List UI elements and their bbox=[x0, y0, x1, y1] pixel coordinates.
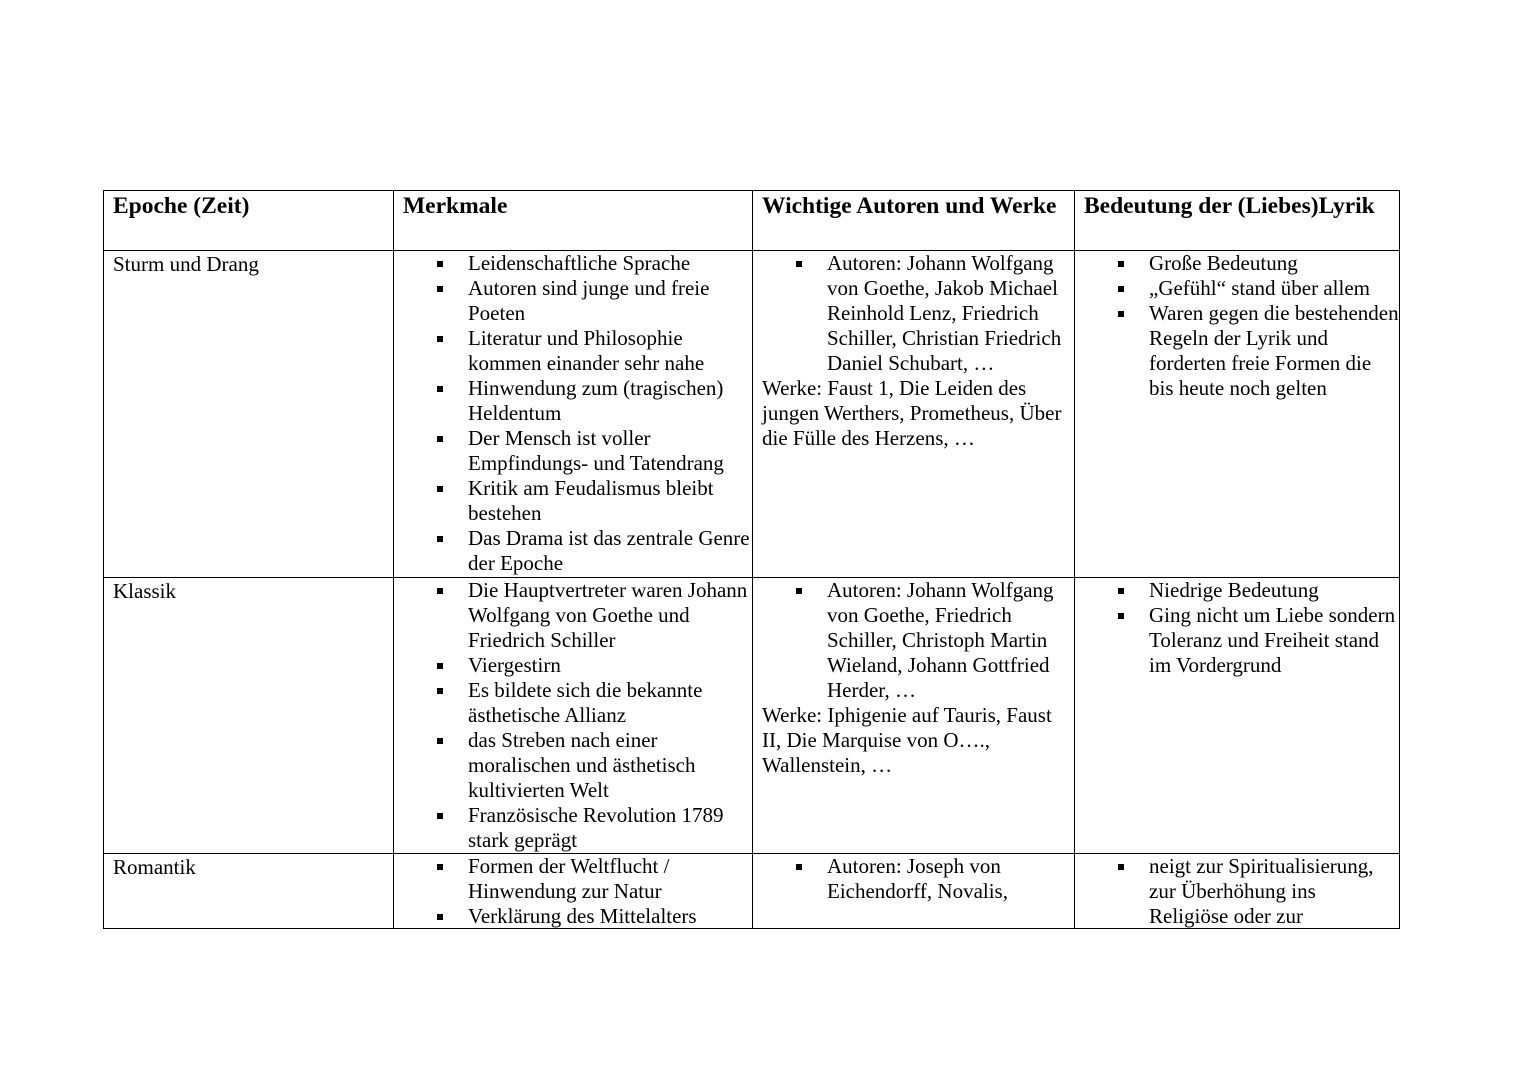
authors-item: Autoren: Johann Wolfgang von Goethe, Friedrich Schiller, Christoph Martin Wieland, Johann Gottfried Herder, … bbox=[762, 578, 1074, 703]
epoch-cell bbox=[104, 251, 394, 578]
features-list bbox=[403, 251, 752, 576]
header-features: Merkmale bbox=[394, 191, 753, 251]
list-item: Niedrige Bedeutung bbox=[1084, 578, 1399, 603]
table-row bbox=[104, 251, 1400, 578]
authors-list bbox=[762, 578, 1074, 703]
list-item: Die Hauptvertreter waren Johann Wolfgang von Goethe und Friedrich Schiller bbox=[403, 578, 752, 653]
header-lyric-significance: Bedeutung der (Liebes)Lyrik bbox=[1075, 191, 1400, 251]
list-item: Das Drama ist das zentrale Genre der Epoche bbox=[403, 526, 752, 576]
cell-clip bbox=[113, 854, 393, 928]
authors-works-cell bbox=[753, 251, 1075, 578]
list-item: neigt zur Spiritualisierung, zur Überhöhung ins Religiöse oder zur bbox=[1084, 854, 1399, 928]
list-item: „Gefühl“ stand über allem bbox=[1084, 276, 1399, 301]
significance-list bbox=[1084, 578, 1399, 678]
authors-works-cell bbox=[753, 578, 1075, 854]
list-item: Französische Revolution 1789 stark geprägt bbox=[403, 803, 752, 853]
works-text: Werke: Iphigenie auf Tauris, Faust II, Die Marquise von O…., Wallenstein, … bbox=[762, 703, 1052, 777]
authors-list bbox=[762, 251, 1074, 376]
header-epoch: Epoche (Zeit) bbox=[104, 191, 394, 251]
features-list bbox=[403, 854, 752, 928]
list-item: Literatur und Philosophie kommen einander sehr nahe bbox=[403, 326, 752, 376]
list-item: Große Bedeutung bbox=[1084, 251, 1399, 276]
list-item: Verklärung des Mittelalters bbox=[403, 904, 752, 928]
features-cell bbox=[394, 854, 753, 929]
table-row bbox=[104, 578, 1400, 854]
features-cell bbox=[394, 251, 753, 578]
list-item: Waren gegen die bestehenden Regeln der Lyrik und forderten freie Formen die bis heute noch gelten bbox=[1084, 301, 1399, 401]
epochs-table bbox=[103, 190, 1400, 929]
authors-item: Autoren: Joseph von Eichendorff, Novalis, bbox=[762, 854, 1074, 904]
table-header-row bbox=[104, 191, 1400, 251]
features-cell bbox=[394, 578, 753, 854]
significance-cell bbox=[1075, 251, 1400, 578]
list-item: Autoren sind junge und freie Poeten bbox=[403, 276, 752, 326]
epoch-name: Romantik bbox=[113, 855, 196, 879]
epoch-name: Sturm und Drang bbox=[113, 252, 259, 276]
significance-cell bbox=[1075, 578, 1400, 854]
features-list bbox=[403, 578, 752, 853]
list-item: Formen der Weltflucht / Hinwendung zur Natur bbox=[403, 854, 752, 904]
header-authors-works: Wichtige Autoren und Werke bbox=[753, 191, 1075, 251]
authors-item: Autoren: Johann Wolfgang von Goethe, Jakob Michael Reinhold Lenz, Friedrich Schiller, Christian Friedrich Daniel Schubart, … bbox=[762, 251, 1074, 376]
epoch-cell bbox=[104, 578, 394, 854]
epoch-cell bbox=[104, 854, 394, 929]
list-item: Es bildete sich die bekannte ästhetische Allianz bbox=[403, 678, 752, 728]
list-item: das Streben nach einer moralischen und ästhetisch kultivierten Welt bbox=[403, 728, 752, 803]
list-item: Der Mensch ist voller Empfindungs- und Tatendrang bbox=[403, 426, 752, 476]
significance-list bbox=[1084, 251, 1399, 401]
cell-clip bbox=[1084, 854, 1399, 928]
authors-list bbox=[762, 854, 1074, 904]
list-item: Viergestirn bbox=[403, 653, 752, 678]
cell-clip bbox=[403, 854, 752, 928]
epoch-name: Klassik bbox=[113, 579, 176, 603]
list-item: Kritik am Feudalismus bleibt bestehen bbox=[403, 476, 752, 526]
list-item: Ging nicht um Liebe sondern Toleranz und Freiheit stand im Vordergrund bbox=[1084, 603, 1399, 678]
significance-list bbox=[1084, 854, 1399, 928]
significance-cell bbox=[1075, 854, 1400, 929]
authors-works-cell bbox=[753, 854, 1075, 929]
cell-clip bbox=[762, 854, 1074, 928]
works-text: Werke: Faust 1, Die Leiden des jungen Werthers, Prometheus, Über die Fülle des Herzens, … bbox=[762, 376, 1062, 450]
table-row bbox=[104, 854, 1400, 929]
list-item: Hinwendung zum (tragischen) Heldentum bbox=[403, 376, 752, 426]
list-item: Leidenschaftliche Sprache bbox=[403, 251, 752, 276]
